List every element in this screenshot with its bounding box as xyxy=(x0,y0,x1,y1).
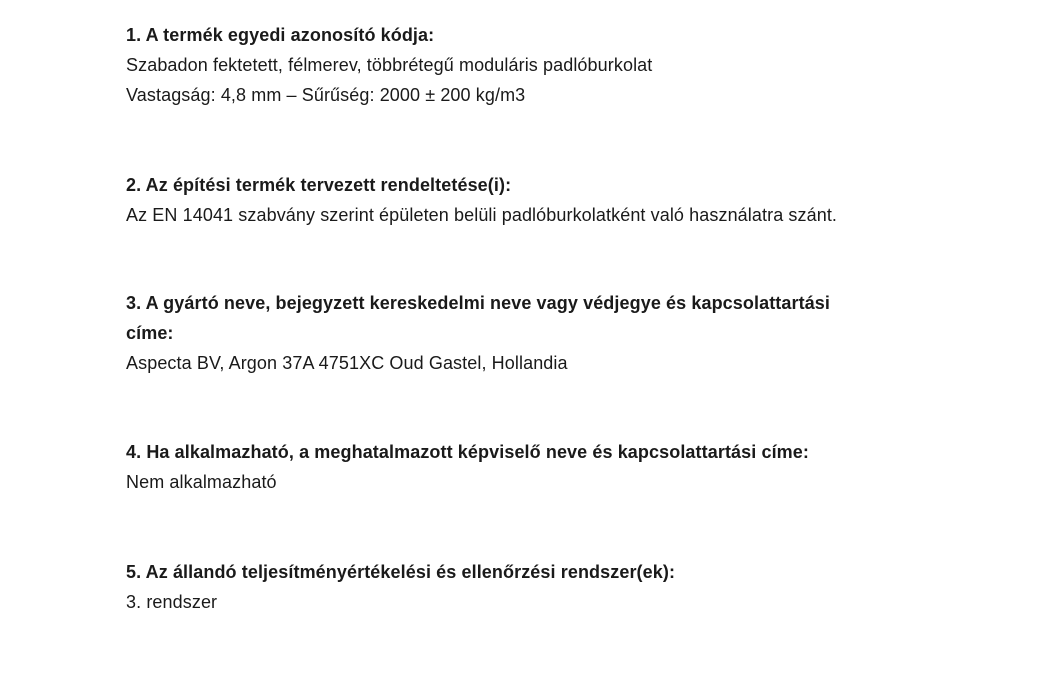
section-text: Az EN 14041 szabvány szerint épületen belüli padlóburkolatként való használatra szánt. xyxy=(126,205,838,225)
section-text: Vastagság: 4,8 mm – Sűrűség: 2000 ± 200 kg/m3 xyxy=(126,85,526,105)
section-product-id xyxy=(126,20,946,110)
section-text: 3. rendszer xyxy=(126,592,218,612)
section-heading: 5. Az állandó teljesítményértékelési és ellenőrzési rendszer(ek): xyxy=(126,562,676,582)
section-heading-continued: címe: xyxy=(126,323,174,343)
section-avcp-system xyxy=(126,557,946,617)
section-heading: 4. Ha alkalmazható, a meghatalmazott képviselő neve és kapcsolattartási címe: xyxy=(126,442,809,462)
section-heading: 2. Az építési termék tervezett rendeltetése(i): xyxy=(126,175,512,195)
section-intended-use xyxy=(126,170,946,230)
section-text: Aspecta BV, Argon 37A 4751XC Oud Gastel, Hollandia xyxy=(126,353,568,373)
section-heading: 1. A termék egyedi azonosító kódja: xyxy=(126,25,435,45)
section-text: Nem alkalmazható xyxy=(126,472,277,492)
section-authorised-representative xyxy=(126,437,946,497)
section-manufacturer xyxy=(126,288,946,378)
section-text: Szabadon fektetett, félmerev, többrétegű moduláris padlóburkolat xyxy=(126,55,653,75)
section-heading: 3. A gyártó neve, bejegyzett kereskedelmi neve vagy védjegye és kapcsolattartási xyxy=(126,293,831,313)
